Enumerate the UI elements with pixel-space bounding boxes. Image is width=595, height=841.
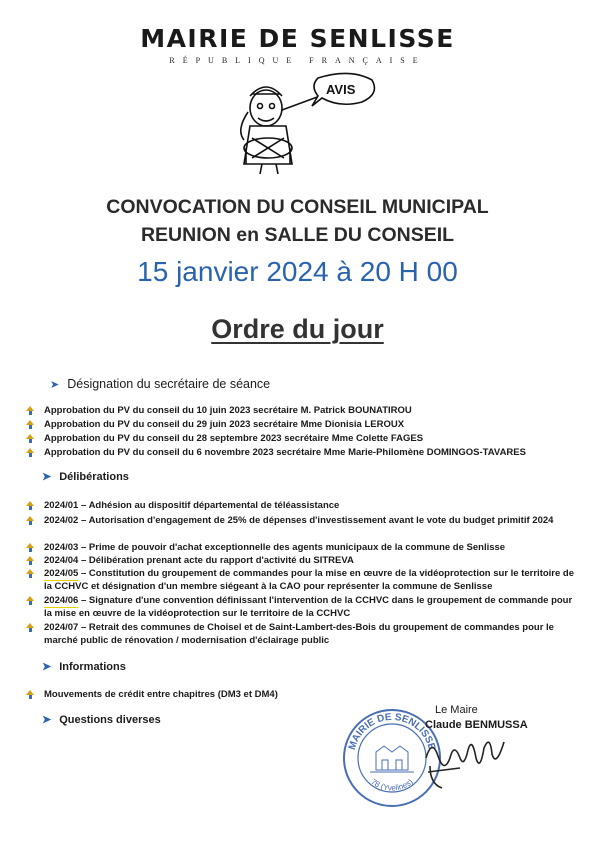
deliberation-text: Prime de pouvoir d'achat exceptionnelle des agents municipaux de la commune de Senlisse [88, 542, 506, 553]
approbation-text: Approbation du PV du conseil du 6 novembre 2023 secrétaire Mme Marie-Philomène DOMINGOS-TAVARES [44, 447, 526, 458]
deliberation-text: Signature d'une convention définissant l'intervention de la CCHVC dans le groupement de commande pour la mise en œuvre de la vidéoprotection sur le territoire de la CCHVC [44, 595, 573, 619]
approbation-text: Approbation du PV du conseil du 29 juin 2023 secrétaire Mme Dionisia LEROUX [44, 419, 405, 430]
town-crier-illustration [222, 68, 382, 176]
ordre-du-jour-heading: Ordre du jour [211, 314, 384, 344]
approbation-item [22, 446, 577, 459]
deliberation-text: Adhésion au dispositif départemental de téléassistance [88, 500, 340, 511]
deliberation-item: 2024/01 – Adhésion au dispositif départemental de téléassistance [22, 499, 577, 512]
meeting-date: 15 janvier 2024 à 20 H 00 [137, 256, 458, 287]
pushpin-icon [22, 621, 44, 634]
pushpin-icon [22, 499, 44, 512]
section-deliberations [42, 470, 129, 483]
information-item [22, 688, 577, 701]
deliberation-item: 2024/07 – Retrait des communes de Choisel et de Saint-Lambert-des-Bois du groupement de commandes pour le marché public de rénovation / modernisation d'éclairage public [22, 621, 577, 647]
approbation-text: Approbation du PV du conseil du 28 septembre 2023 secrétaire Mme Colette FAGES [44, 433, 424, 444]
avis-speech-bubble [312, 73, 374, 106]
deliberation-code: 2024/04 [44, 555, 79, 566]
pushpin-icon [22, 688, 44, 701]
pushpin-icon [22, 541, 44, 554]
handwritten-signature [420, 728, 510, 792]
approbation-item [22, 432, 577, 445]
pushpin-icon [22, 594, 44, 607]
svg-text:78 (Yvelines) [369, 777, 415, 792]
arrow-right-icon: ➤ [42, 471, 52, 483]
information-text: Mouvements de crédit entre chapitres (DM3 et DM4) [44, 689, 278, 700]
arrow-right-icon: ➤ [42, 661, 52, 673]
section-secretaire [50, 377, 270, 391]
section-informations-label: Informations [59, 660, 126, 673]
republique-subtitle: RÉPUBLIQUE FRANÇAISE [169, 56, 426, 65]
stamp-top-text: MAIRIE DE SENLISSE [346, 711, 438, 752]
deliberation-text: Constitution du groupement de commandes pour la mise en œuvre de la vidéoprotection sur le territoire de la CCHVC et désignation d'un membre siégeant à la CAO pour représenter la commune de Senlisse [44, 568, 575, 592]
approbation-text: Approbation du PV du conseil du 10 juin 2023 secrétaire M. Patrick BOUNATIROU [44, 405, 412, 416]
deliberation-item: 2024/05 – Constitution du groupement de commandes pour la mise en œuvre de la vidéoprotection sur le territoire de la CCHVC et désignation d'un membre siégeant à la CAO pour représenter la commune de Senlisse [22, 567, 577, 593]
deliberation-code: 2024/03 [44, 542, 79, 553]
avis-label: AVIS [326, 82, 356, 97]
deliberation-text: Autorisation d'engagement de 25% de dépenses d'investissement avant le vote du budget primitif 2024 [88, 515, 554, 526]
mairie-title: MAIRIE DE SENLISSE [140, 24, 455, 53]
deliberation-item: 2024/06 – Signature d'une convention définissant l'intervention de la CCHVC dans le groupement de commande pour la mise en œuvre de la vidéoprotection sur le territoire de la CCHVC [22, 594, 577, 620]
arrow-right-icon: ➤ [50, 378, 60, 391]
deliberation-code: 2024/01 [44, 500, 79, 511]
pushpin-icon [22, 446, 44, 459]
section-questions [42, 713, 161, 726]
section-questions-label: Questions diverses [59, 713, 161, 726]
reunion-title: REUNION en SALLE DU CONSEIL [140, 224, 455, 246]
pushpin-icon [22, 432, 44, 445]
deliberation-code: 2024/07 [44, 622, 79, 633]
arrow-right-icon: ➤ [42, 714, 52, 726]
deliberation-code: 2024/02 [44, 515, 79, 526]
section-informations [42, 660, 126, 673]
pushpin-icon [22, 418, 44, 431]
section-deliberations-label: Délibérations [59, 470, 129, 483]
stamp-bottom-text: 78 (Yvelines) [369, 777, 415, 793]
deliberation-item: 2024/04 – Délibération prenant acte du rapport d'activité du SITREVA [22, 554, 577, 567]
pushpin-icon [22, 554, 44, 567]
approbation-item [22, 404, 577, 417]
deliberation-item: 2024/02 – Autorisation d'engagement de 25% de dépenses d'investissement avant le vote du budget primitif 2024 [22, 514, 577, 527]
pushpin-icon [22, 404, 44, 417]
signature-name: Claude BENMUSSA [425, 719, 528, 731]
deliberation-code: 2024/05 [44, 568, 79, 579]
deliberation-code: 2024/06 [44, 595, 79, 606]
approbation-item [22, 418, 577, 431]
section-secretaire-label: Désignation du secrétaire de séance [67, 377, 271, 391]
deliberation-item: 2024/03 – Prime de pouvoir d'achat exceptionnelle des agents municipaux de la commune de Senlisse [22, 541, 577, 554]
signature-role: Le Maire [435, 704, 478, 716]
pushpin-icon [22, 567, 44, 580]
pushpin-icon [22, 514, 44, 527]
deliberation-text: Délibération prenant acte du rapport d'activité du SITREVA [88, 555, 354, 566]
convocation-title: CONVOCATION DU CONSEIL MUNICIPAL [106, 196, 489, 218]
deliberation-text: Retrait des communes de Choisel et de Saint-Lambert-des-Bois du groupement de commandes pour le marché public de rénovation / modernisation d'éclairage public [44, 622, 554, 646]
